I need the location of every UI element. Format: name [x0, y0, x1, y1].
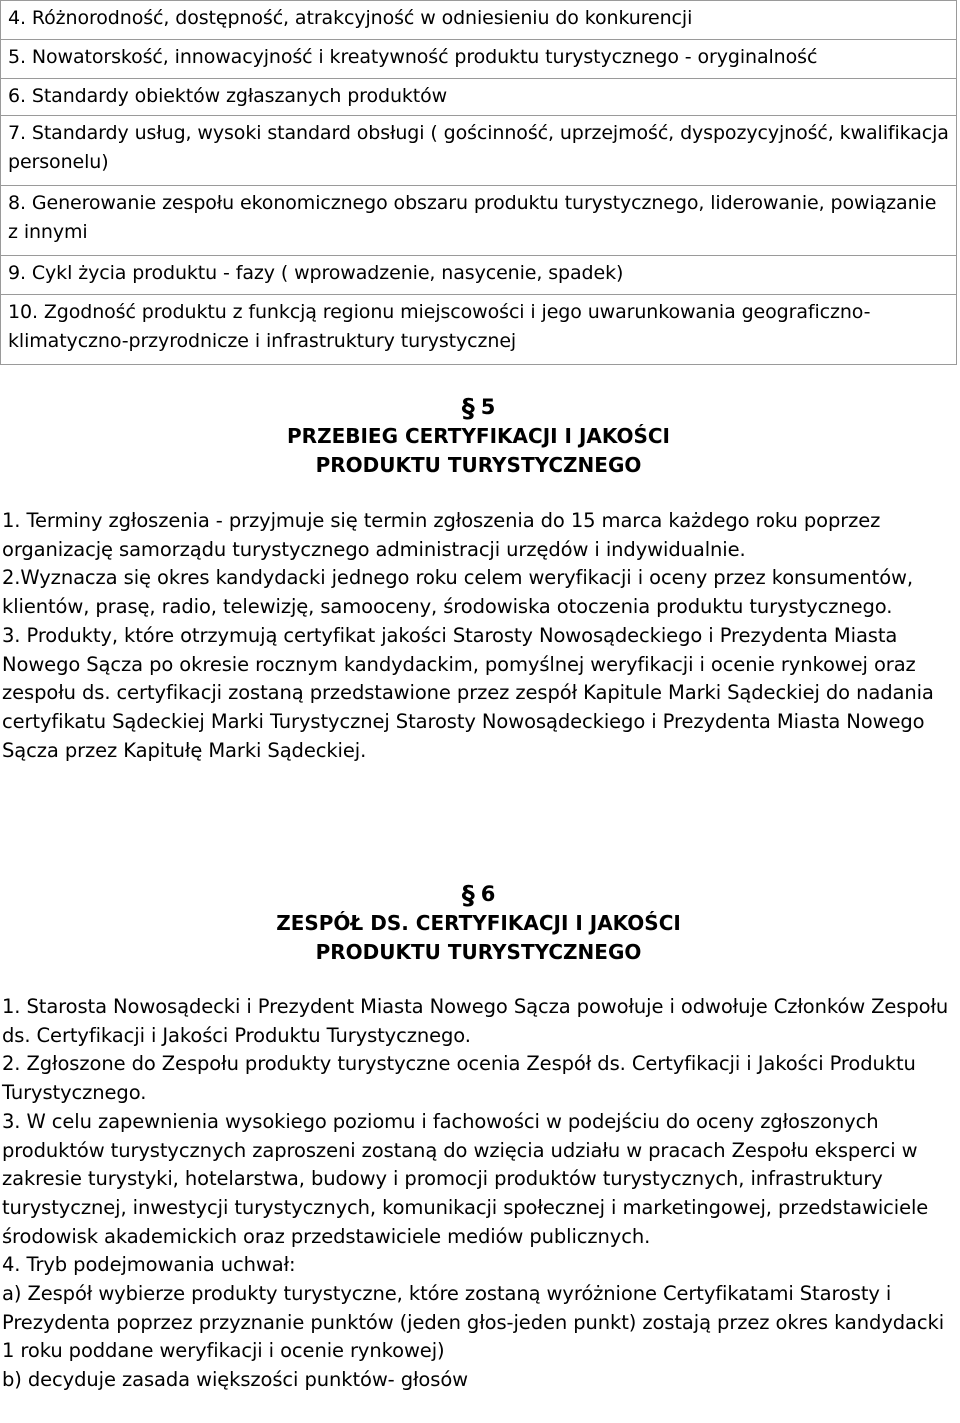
section-6-title-line2: PRODUKTU TURYSTYCZNEGO — [315, 940, 642, 964]
section-5-title-line1: PRZEBIEG CERTYFIKACJI I JAKOŚCI — [287, 424, 670, 448]
section-6-paragraph-6: b) decyduje zasada większości punktów- głosów — [2, 1368, 469, 1392]
section-6-paragraph-2: 2. Zgłoszone do Zespołu produkty turystyczne ocenia Zespół ds. Certyfikacji i Jakości Produktu Turystycznego. — [2, 1052, 916, 1105]
section-6-body — [2, 993, 952, 1395]
section-5-paragraph-2: 2.Wyznacza się okres kandydacki jednego roku celem weryfikacji i oceny przez konsumentów, klientów, prasę, radio, telewizję, samooceny, środowiska otoczenia produktu turystycznego. — [2, 566, 913, 619]
criteria-row: 8. Generowanie zespołu ekonomicznego obszaru produktu turystycznego, liderowanie, powiązanie z innymi — [1, 186, 957, 256]
section-sign-6: § — [461, 881, 475, 911]
section-5-heading — [0, 392, 957, 480]
section-6-number: 6 — [480, 882, 496, 906]
section-5-number-line — [0, 392, 957, 422]
section-5-number: 5 — [480, 395, 496, 419]
criteria-row: 6. Standardy obiektów zgłaszanych produktów — [1, 79, 957, 116]
section-6-paragraph-5: a) Zespół wybierze produkty turystyczne, które zostaną wyróżnione Certyfikatami Starosty i Prezydenta poprzez przyznanie punktów (jeden głos-jeden punkt) zostają przez okres kandydacki 1 roku poddane weryfikacji i ocenie rynkowej) — [2, 1282, 945, 1363]
section-5-body — [2, 507, 952, 765]
section-6-heading — [0, 879, 957, 967]
section-6-paragraph-1: 1. Starosta Nowosądecki i Prezydent Miasta Nowego Sącza powołuje i odwołuje Członków Zespołu ds. Certyfikacji i Jakości Produktu Turystycznego. — [2, 995, 949, 1047]
section-6-paragraph-3: 3. W celu zapewnienia wysokiego poziomu i fachowości w podejściu do oceny zgłoszonych produktów turystycznych zaproszeni zostaną do wzięcia udziału w pracach Zespołu eksperci w zakresie turystyki, hotelarstwa, budowy i promocji produktów turystycznych, infrastruktury turystycznej, inwestycji turystycznych, komunikacji społecznej i marketingowej, przedstawiciele środowisk akademickich oraz przedstawiciele mediów publicznych. — [2, 1109, 929, 1248]
criteria-row: 4. Różnorodność, dostępność, atrakcyjność w odniesieniu do konkurencji — [1, 1, 957, 40]
section-6-number-line — [0, 879, 957, 909]
section-5-title-line2: PRODUKTU TURYSTYCZNEGO — [315, 453, 642, 477]
criteria-row: 9. Cykl życia produktu - fazy ( wprowadzenie, nasycenie, spadek) — [1, 255, 957, 294]
section-6-paragraph-4: 4. Tryb podejmowania uchwał: — [2, 1253, 296, 1277]
criteria-row: 5. Nowatorskość, innowacyjność i kreatywność produktu turystycznego - oryginalność — [1, 40, 957, 79]
section-sign-5: § — [461, 394, 475, 424]
section-5-paragraph-3: 3. Produkty, które otrzymują certyfikat jakości Starosty Nowosądeckiego i Prezydenta Miasta Nowego Sącza po okresie rocznym kandydackim, pomyślnej weryfikacji i ocenie rynkowej oraz zespołu ds. certyfikacji zostaną przedstawione przez zespół Kapitule Marki Sądeckiej do nadania certyfikatu Sądeckiej Marki Turystycznej Starosty Nowosądeckiego i Prezydenta Miasta Nowego Sącza przez Kapitułę Marki Sądeckiej. — [2, 623, 934, 762]
section-5-paragraph-1: 1. Terminy zgłoszenia - przyjmuje się termin zgłoszenia do 15 marca każdego roku poprzez organizację samorządu turystycznego administracji urzędów i indywidualnie. — [2, 509, 881, 561]
criteria-table — [0, 0, 957, 365]
criteria-row: 10. Zgodność produktu z funkcją regionu miejscowości i jego uwarunkowania geograficzno-klimatyczno-przyrodnicze i infrastruktury turystycznej — [1, 295, 957, 365]
section-6-title-line1: ZESPÓŁ DS. CERTYFIKACJI I JAKOŚCI — [276, 911, 681, 935]
criteria-row: 7. Standardy usług, wysoki standard obsługi ( gościnność, uprzejmość, dyspozycyjność, kwalifikacja personelu) — [1, 116, 957, 186]
